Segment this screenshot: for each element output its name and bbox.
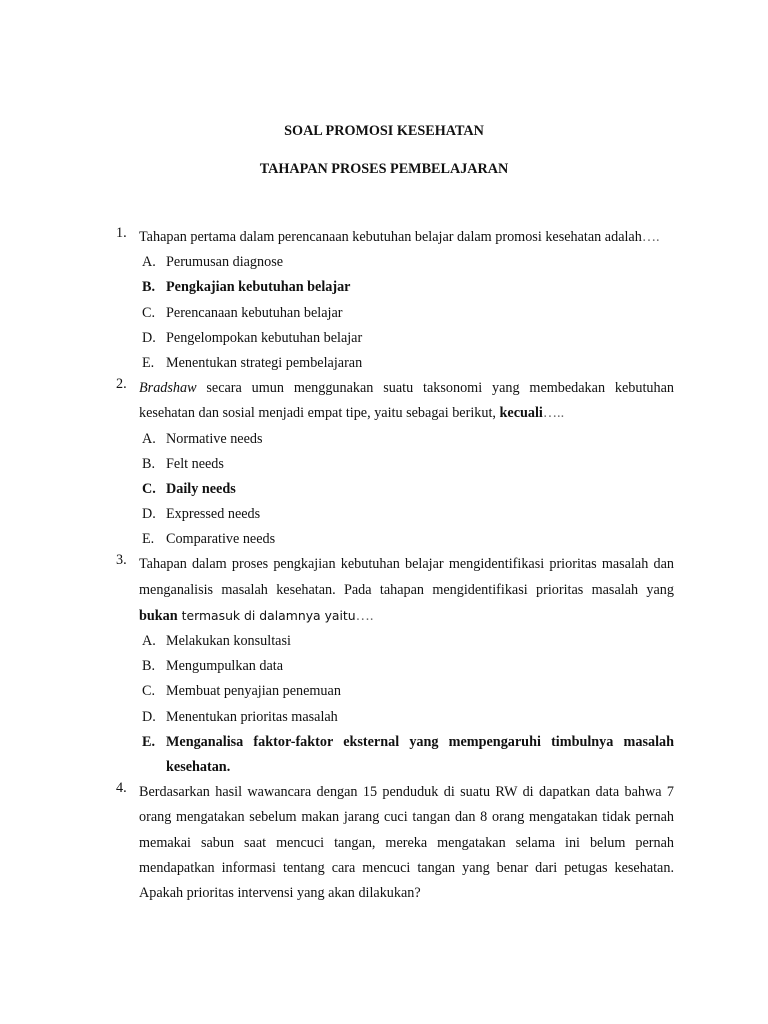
option-b [0, 452, 768, 477]
option-text: Comparative needs [166, 531, 276, 548]
question-text [139, 376, 674, 426]
question-number: 2. [116, 376, 127, 393]
option-letter: E. [142, 733, 156, 750]
question-text-bold: bukan [139, 607, 178, 624]
option-letter: C. [142, 683, 156, 700]
option-letter: D. [142, 506, 156, 523]
option-letter: A. [142, 254, 156, 271]
question-ellipsis: …. [355, 607, 374, 624]
option-b [0, 654, 768, 679]
option-text: Menentukan strategi pembelajaran [166, 354, 363, 371]
option-letter: C. [142, 304, 156, 321]
question-ellipsis: ….. [542, 405, 565, 422]
option-letter: C. [142, 480, 156, 497]
option-e [0, 527, 768, 552]
question-text-italic: Bradshaw [139, 380, 197, 397]
option-list [0, 629, 768, 780]
option-letter: A. [142, 633, 156, 650]
option-letter: A. [142, 430, 156, 447]
option-list [0, 250, 768, 376]
option-text: Felt needs [166, 455, 224, 472]
page-subtitle: TAHAPAN PROSES PEMBELAJARAN [259, 161, 509, 177]
question-3 [0, 552, 768, 780]
option-c-answer [0, 477, 768, 502]
question-4 [0, 780, 768, 906]
question-list [0, 225, 768, 906]
question-number: 1. [116, 225, 127, 241]
option-d [0, 502, 768, 527]
option-e [0, 351, 768, 376]
option-text: Daily needs [166, 480, 236, 497]
question-text [139, 552, 674, 629]
option-a [0, 250, 768, 275]
option-text: Menentukan prioritas masalah [166, 708, 338, 725]
question-text-bold: kecuali [499, 405, 543, 422]
option-letter: E. [142, 354, 155, 371]
option-text: Perumusan diagnose [166, 254, 284, 271]
option-letter: D. [142, 329, 156, 346]
option-d [0, 705, 768, 730]
question-number: 4. [116, 780, 127, 797]
option-text: Menganalisa faktor-faktor eksternal yang mempengaruhi timbulnya masalah kesehatan. [166, 733, 674, 776]
option-a [0, 427, 768, 452]
option-text: Pengkajian kebutuhan belajar [166, 279, 351, 296]
page-title: SOAL PROMOSI KESEHATAN [284, 123, 484, 139]
option-text: Perencanaan kebutuhan belajar [166, 304, 343, 321]
option-letter: B. [142, 658, 156, 675]
question-2 [0, 376, 768, 552]
option-text: Mengumpulkan data [166, 658, 284, 675]
option-d [0, 326, 768, 351]
option-text: Membuat penyajian penemuan [166, 683, 341, 700]
option-text: Normative needs [166, 430, 263, 447]
question-text-main: secara umun menggunakan suatu taksonomi yang membedakan kebutuhan kesehatan dan sosial menjadi empat tipe, yaitu sebagai berikut, [139, 380, 674, 422]
option-list [0, 427, 768, 553]
option-c [0, 301, 768, 326]
question-1 [0, 225, 768, 376]
question-text-main: Tahapan pertama dalam perencanaan kebutuhan belajar dalam promosi kesehatan adalah [139, 229, 642, 245]
question-number: 3. [116, 552, 127, 569]
option-b-answer [0, 275, 768, 300]
question-text-tail: termasuk di dalamnya yaitu [177, 607, 356, 623]
option-letter: B. [142, 279, 156, 296]
option-c [0, 679, 768, 704]
option-text: Pengelompokan kebutuhan belajar [166, 329, 363, 346]
option-text: Melakukan konsultasi [166, 633, 291, 650]
option-letter: E. [142, 531, 155, 548]
question-text-main: Tahapan dalam proses pengkajian kebutuhan belajar mengidentifikasi prioritas masalah dan menganalisis masalah kesehatan. Pada tahapan mengidentifikasi prioritas masalah yang [139, 556, 674, 598]
option-e-answer [0, 730, 768, 780]
option-a [0, 629, 768, 654]
question-ellipsis: …. [641, 229, 660, 245]
option-letter: B. [142, 455, 156, 472]
question-text [139, 225, 674, 250]
option-letter: D. [142, 708, 156, 725]
question-text: Berdasarkan hasil wawancara dengan 15 penduduk di suatu RW di dapatkan data bahwa 7 orang mengatakan sebelum makan jarang cuci tangan dan 8 orang mengatakan tidak pernah memakai sabun saat mencuci tangan, mereka mengatakan selama ini belum pernah mendapatkan informasi tentang cara mencuci tangan yang benar dari petugas kesehatan. Apakah prioritas intervensi yang akan dilakukan? [139, 784, 674, 902]
option-text: Expressed needs [166, 506, 261, 523]
